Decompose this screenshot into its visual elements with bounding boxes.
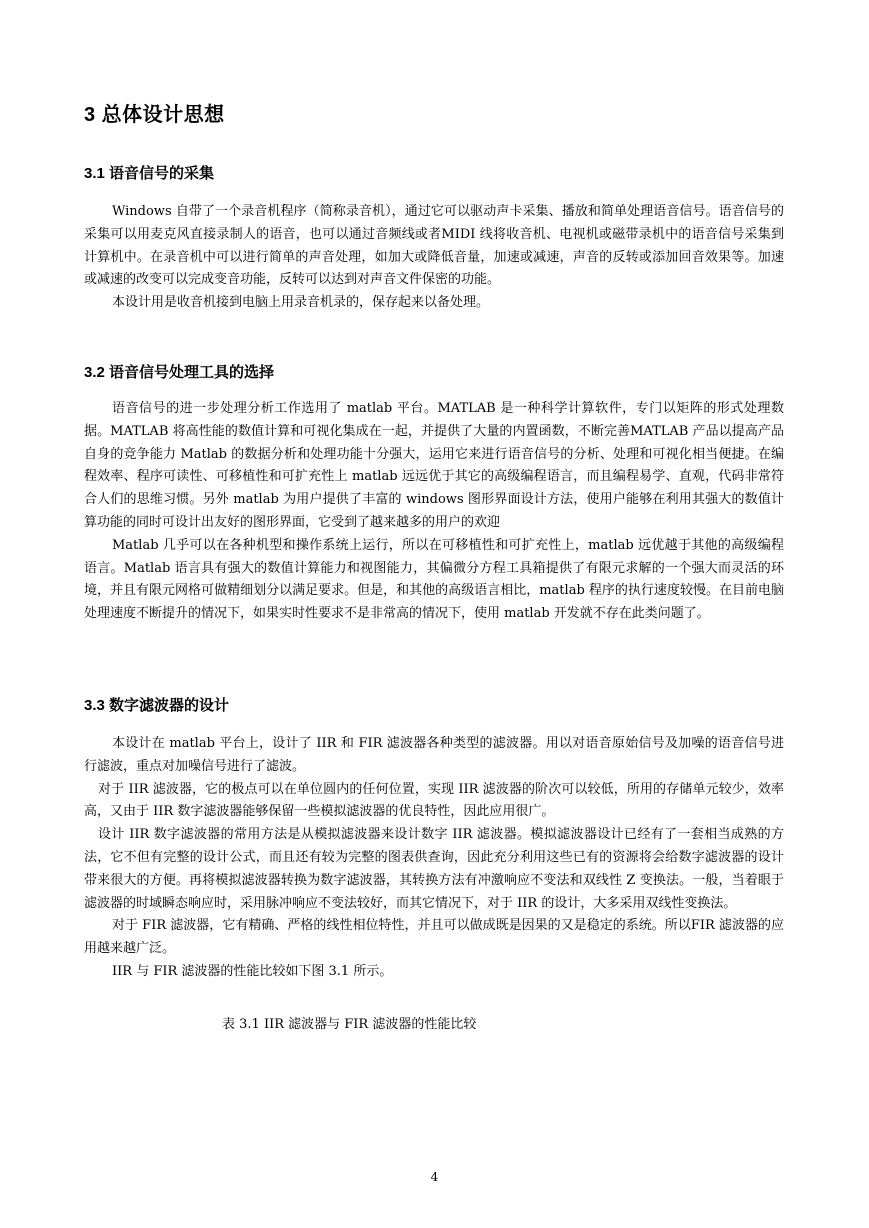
section-body-3-3 <box>84 733 784 984</box>
page-number: 4 <box>430 1170 439 1184</box>
paragraph: 对于 IIR 滤波器，它的极点可以在单位圆内的任何位置，实现 IIR 滤波器的阶次可以较低，所用的存储单元较少，效率高，又由于 IIR 数字滤波器能够保留一些模拟滤波器的优良特性，因此应用很广。 <box>84 781 784 820</box>
paragraph: 语音信号的进一步处理分析工作选用了 matlab 平台。MATLAB 是一种科学计算软件，专门以矩阵的形式处理数据。MATLAB 将高性能的数值计算和可视化集成在一起，并提供了大量的内置函数，不断完善MATLAB 产品以提高产品自身的竞争能力 Matlab 的数据分析和处理功能十分强大，运用它来进行语音信号的分析、处理和可视化相当便捷。在编程效率、程序可读性、可移植性和可扩充性上 matlab 远远优于其它的高级编程语言，而且编程易学、直观，代码非常符合人们的思维习惯。另外 matlab 为用户提供了丰富的 windows 图形界面设计方法，使用户能够在利用其强大的数值计算功能的同时可设计出友好的图形界面，它受到了越来越多的用户的欢迎 <box>84 401 784 530</box>
paragraph: 对于 FIR 滤波器，它有精确、严格的线性相位特性，并且可以做成既是因果的又是稳定的系统。所以FIR 滤波器的应用越来越广泛。 <box>84 918 784 957</box>
section-body-3-2 <box>84 398 784 626</box>
section-body-3-1 <box>84 201 784 315</box>
paragraph: 本设计在 matlab 平台上，设计了 IIR 和 FIR 滤波器各种类型的滤波器。用以对语音原始信号及加噪的语音信号进行滤波，重点对加噪信号进行了滤波。 <box>84 736 784 774</box>
chapter-title: 3 总体设计思想 <box>84 104 225 126</box>
paragraph: 本设计用是收音机接到电脑上用录音机录的，保存起来以备处理。 <box>112 295 490 311</box>
section-heading-3-2: 3.2 语音信号处理工具的选择 <box>84 364 275 381</box>
section-heading-3-1: 3.1 语音信号的采集 <box>84 165 215 182</box>
table-caption: 表 3.1 IIR 滤波器与 FIR 滤波器的性能比较 <box>222 1017 477 1032</box>
section-heading-3-3: 3.3 数字滤波器的设计 <box>84 697 230 714</box>
paragraph: Matlab 几乎可以在各种机型和操作系统上运行，所以在可移植性和可扩充性上，matlab 远优越于其他的高级编程语言。Matlab 语言具有强大的数值计算能力和视图能力，其偏微分方程工具箱提供了有限元求解的一个强大而灵活的环境，并且有限元网格可做精细划分以满足要求。但是，和其他的高级语言相比，matlab 程序的执行速度较慢。在目前电脑处理速度不断提升的情况下，如果实时性要求不是非常高的情况下，使用 matlab 开发就不存在此类问题了。 <box>84 537 784 622</box>
paragraph: IIR 与 FIR 滤波器的性能比较如下图 3.1 所示。 <box>112 963 393 979</box>
paragraph: 设计 IIR 数字滤波器的常用方法是从模拟滤波器来设计数字 IIR 滤波器。模拟滤波器设计已经有了一套相当成熟的方法，它不但有完整的设计公式，而且还有较为完整的图表供查询，因此充分利用这些已有的资源将会给数字滤波器的设计带来很大的方便。再将模拟滤波器转换为数字滤波器，其转换方法有冲激响应不变法和双线性 Z 变换法。一般，当着眼于滤波器的时域瞬态响应时，采用脉冲响应不变法较好，而其它情况下，对于 IIR 的设计，大多采用双线性变换法。 <box>84 827 784 911</box>
paragraph: Windows 自带了一个录音机程序（简称录音机），通过它可以驱动声卡采集、播放和简单处理语音信号。语音信号的采集可以用麦克风直接录制人的语音，也可以通过音频线或者MIDI 线将收音机、电视机或磁带录机中的语音信号采集到计算机中。在录音机中可以进行简单的声音处理，如加大或降低音量，加速或减速，声音的反转或添加回音效果等。加速或减速的改变可以完成变音功能，反转可以达到对声音文件保密的功能。 <box>84 204 784 288</box>
